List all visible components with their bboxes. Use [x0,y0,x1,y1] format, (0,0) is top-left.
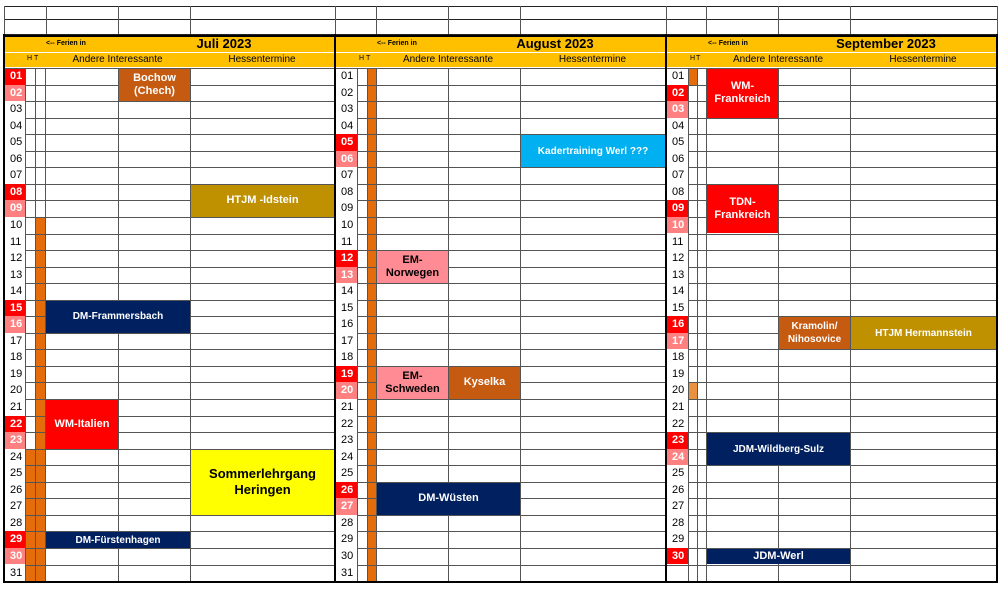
day-number: 09 [4,200,25,217]
day-number: 02 [335,85,357,102]
day-number: 31 [4,565,25,582]
ferien-bar-t [368,68,376,581]
day-number: 19 [4,366,25,383]
day-number: 26 [666,482,688,499]
row-line [666,465,996,466]
row-line [4,548,334,549]
day-number: 05 [666,134,688,151]
column-header-h: H [690,55,696,62]
column-header-andere: Andere Interessante [72,54,163,65]
row-line [4,250,334,251]
row-line [666,565,996,566]
row-line [335,200,665,201]
row-line [335,68,665,69]
row-line [666,482,996,483]
event-block: DM-Wüsten [377,483,520,515]
month-title: Juli 2023 [196,36,252,51]
row-line [4,217,334,218]
row-line [666,118,996,119]
column-header-hessen: Hessentermine [558,54,627,65]
column-header-row [335,53,665,67]
column-line [697,68,698,581]
ferien-label: <-- Ferien in [708,40,748,47]
day-number: 20 [666,382,688,399]
day-number: 23 [4,432,25,449]
day-number: 20 [4,382,25,399]
day-number: 10 [335,217,357,234]
row-line [4,267,334,268]
row-line [4,101,334,102]
day-number: 14 [4,283,25,300]
day-number: 18 [666,349,688,366]
row-line [335,349,665,350]
top-grid-line [448,6,449,34]
row-line [335,515,665,516]
column-header-t: T [34,55,39,62]
top-grid-line [4,6,5,34]
month-header [666,36,996,52]
day-number: 31 [335,565,357,582]
column-header-h: H [359,55,365,62]
row-line [4,151,334,152]
day-number: 25 [666,465,688,482]
day-number: 13 [4,267,25,284]
row-line [335,217,665,218]
row-line [666,349,996,350]
day-number: 16 [666,316,688,333]
day-number: 03 [666,101,688,118]
day-number: 12 [666,250,688,267]
top-grid-line [118,6,119,34]
day-number: 10 [4,217,25,234]
event-block: EM-Schweden [377,367,448,399]
day-number: 07 [335,167,357,184]
month-title: September 2023 [836,36,936,51]
day-number: 24 [335,449,357,466]
column-header-row [4,53,334,67]
row-line [666,399,996,400]
month-header [335,36,665,52]
day-number: 06 [666,151,688,168]
row-line [335,449,665,450]
event-block: Kadertraining Werl ??? [521,135,665,167]
column-line [25,68,26,581]
day-number: 12 [4,250,25,267]
row-line [666,366,996,367]
day-number: 25 [335,465,357,482]
day-number: 27 [4,498,25,515]
ferien-bar-partial [689,382,697,399]
day-number: 03 [4,101,25,118]
row-line [666,151,996,152]
row-line [666,167,996,168]
block-separator [665,34,667,581]
event-block: HTJM Hermannstein [851,317,996,349]
day-number: 10 [666,217,688,234]
day-number: 28 [4,515,25,532]
day-number: 17 [335,333,357,350]
day-number: 01 [666,68,688,85]
column-header-h: H [27,55,33,62]
row-line [335,234,665,235]
day-number: 13 [666,267,688,284]
day-number: 22 [4,416,25,433]
day-number: 16 [335,316,357,333]
row-line [4,283,334,284]
day-number: 16 [4,316,25,333]
event-block: JDM-Wildberg-Sulz [707,433,850,465]
row-line [4,565,334,566]
row-line [4,118,334,119]
row-line [335,167,665,168]
event-block: Sommerlehrgang Heringen [191,450,334,515]
row-line [666,382,996,383]
row-line [335,101,665,102]
day-number: 26 [4,482,25,499]
event-block: WM- Frankreich [707,69,778,118]
top-grid-line [46,6,47,34]
day-number: 09 [335,200,357,217]
day-number: 25 [4,465,25,482]
row-line [666,498,996,499]
row-line [335,565,665,566]
day-number: 29 [666,531,688,548]
event-block: Kyselka [449,367,520,399]
day-number: 06 [4,151,25,168]
row-line [4,234,334,235]
day-number: 11 [666,234,688,251]
column-header-t: T [366,55,371,62]
month-header [4,36,334,52]
row-line [335,416,665,417]
row-line [4,366,334,367]
day-number: 21 [4,399,25,416]
column-line [357,68,358,581]
day-number: 08 [666,184,688,201]
day-number: 18 [335,349,357,366]
row-line [335,283,665,284]
top-grid-line [997,6,998,34]
event-block: DM-Fürstenhagen [46,532,190,548]
column-header-row [666,53,996,67]
row-line [666,283,996,284]
row-line [4,333,334,334]
day-number: 24 [4,449,25,466]
day-number: 08 [4,184,25,201]
day-number: 07 [666,167,688,184]
row-line [335,432,665,433]
day-number: 15 [666,300,688,317]
event-block: DM-Frammersbach [46,301,190,333]
row-line [335,118,665,119]
row-line [666,134,996,135]
day-number: 30 [4,548,25,565]
block-separator [334,34,336,581]
block-separator [3,34,5,581]
event-block: Bochow (Chech) [119,69,190,101]
row-line [4,349,334,350]
top-grid-line [376,6,377,34]
row-line [335,531,665,532]
row-line [666,300,996,301]
top-grid-line [850,6,851,34]
day-number: 04 [4,118,25,135]
top-grid-line [706,6,707,34]
day-number: 18 [4,349,25,366]
event-block: WM-Italien [46,400,118,449]
day-number: 12 [335,250,357,267]
day-number: 15 [4,300,25,317]
day-number: 14 [335,283,357,300]
day-number: 11 [4,234,25,251]
header-line [3,35,998,37]
row-line [335,465,665,466]
day-number: 07 [4,167,25,184]
day-number: 23 [335,432,357,449]
day-number: 28 [666,515,688,532]
month-title: August 2023 [516,36,594,51]
day-number: 11 [335,234,357,251]
day-number: 21 [666,399,688,416]
row-line [666,267,996,268]
day-number: 03 [335,101,357,118]
day-number: 27 [666,498,688,515]
day-number: 13 [335,267,357,284]
day-number: 04 [335,118,357,135]
day-number: 22 [666,416,688,433]
top-grid-line [4,6,997,7]
day-number: 21 [335,399,357,416]
column-header-andere: Andere Interessante [732,54,824,65]
event-block: EM-Norwegen [377,251,448,283]
day-number: 08 [335,184,357,201]
column-line [35,68,36,581]
day-number: 04 [666,118,688,135]
event-block: Kramolin/ Nihosovice [779,317,850,349]
day-number: 22 [335,416,357,433]
row-line [4,134,334,135]
block-separator [996,34,998,581]
day-number: 26 [335,482,357,499]
day-number: 01 [4,68,25,85]
column-line [367,68,368,581]
row-line [666,250,996,251]
event-block: TDN- Frankreich [707,185,778,234]
row-line [335,399,665,400]
event-block: HTJM -Idstein [191,185,334,217]
top-grid-line [190,6,191,34]
row-line [335,300,665,301]
day-number: 02 [4,85,25,102]
row-line [4,382,334,383]
day-number: 09 [666,200,688,217]
top-grid-line [778,6,779,34]
row-line [335,548,665,549]
row-line [335,333,665,334]
column-header-andere: Andere Interessante [402,54,494,65]
day-number: 19 [335,366,357,383]
top-grid-line [666,6,667,34]
day-number: 20 [335,382,357,399]
day-number: 29 [335,531,357,548]
day-number: 06 [335,151,357,168]
day-number: 05 [335,134,357,151]
row-line [335,316,665,317]
column-line [688,68,689,581]
day-number: 19 [666,366,688,383]
row-line [335,184,665,185]
day-number: 28 [335,515,357,532]
day-number: 02 [666,85,688,102]
day-number: 01 [335,68,357,85]
day-number: 30 [666,548,688,565]
day-number: 24 [666,449,688,466]
column-header-t: T [696,55,701,62]
day-number: 14 [666,283,688,300]
day-number: 17 [4,333,25,350]
day-number: 17 [666,333,688,350]
ferien-label: <-- Ferien in [46,40,86,47]
day-number: 29 [4,531,25,548]
day-number: 23 [666,432,688,449]
row-line [666,416,996,417]
row-line [4,515,334,516]
column-line [706,68,707,581]
ferien-label: <-- Ferien in [377,40,417,47]
row-line [666,531,996,532]
row-line [4,167,334,168]
top-grid-line [520,6,521,34]
day-number: 05 [4,134,25,151]
event-block: JDM-Werl [707,549,850,565]
row-line [335,85,665,86]
top-grid-line [4,19,997,20]
day-number: 15 [335,300,357,317]
top-grid-line [335,6,336,34]
bottom-line [3,581,998,583]
column-header-hessen: Hessentermine [228,54,296,65]
ferien-bar-h [689,68,697,85]
day-number: 27 [335,498,357,515]
column-header-hessen: Hessentermine [889,54,957,65]
day-number: 30 [335,548,357,565]
row-line [666,515,996,516]
row-line [666,234,996,235]
